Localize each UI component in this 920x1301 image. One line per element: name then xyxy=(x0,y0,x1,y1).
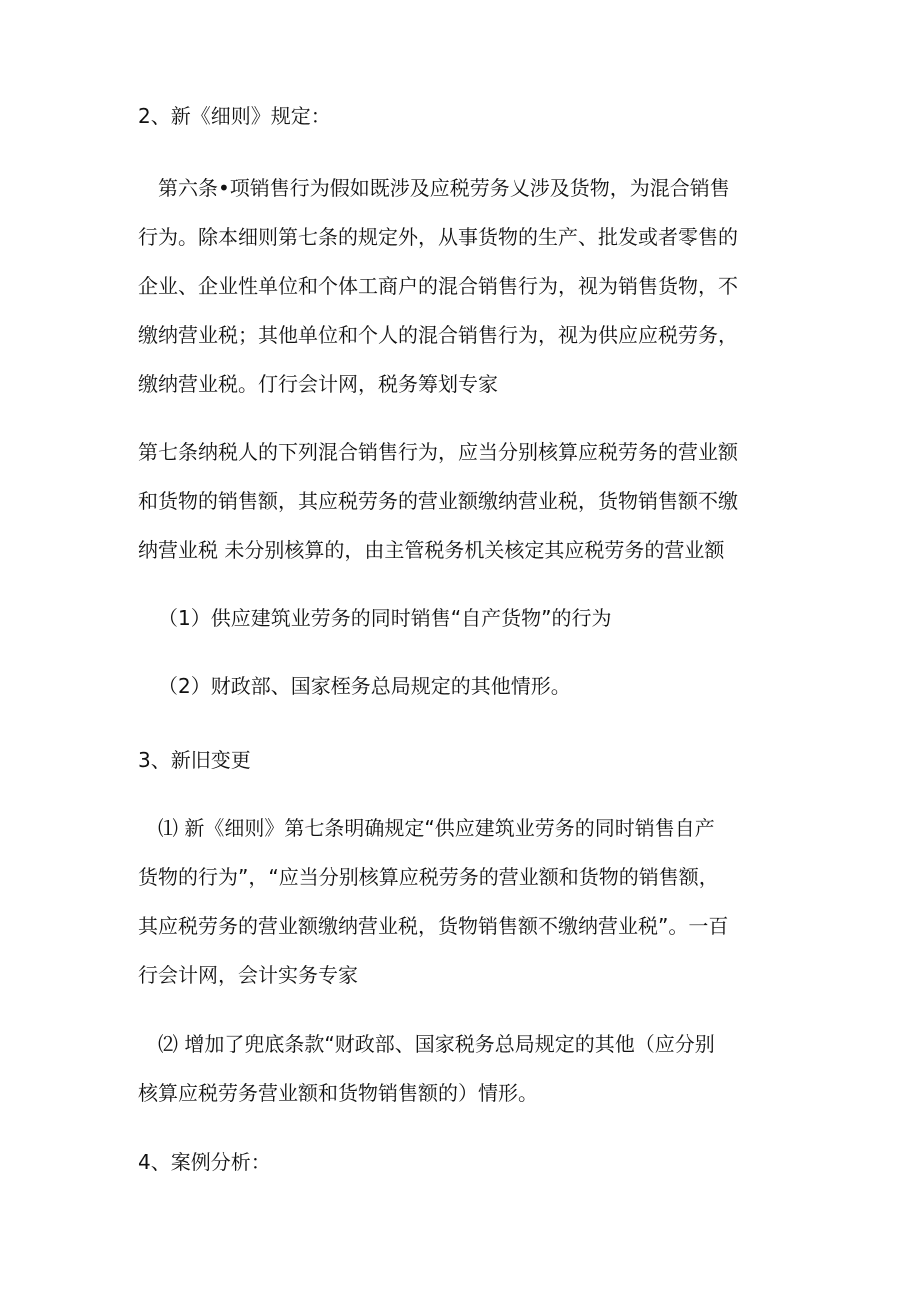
paragraph-line: ⑴ 新《细则》第七条明确规定“供应建筑业劳务的同时销售自产 xyxy=(158,816,715,840)
paragraph-line: 企业、企业性单位和个体工商户的混合销售行为，视为销售货物，不 xyxy=(138,274,738,298)
article-7-item-2: （2）财政部、国家桎务总局规定的其他情形。 xyxy=(158,674,571,698)
paragraph-line: 行会计网，会计实务专家 xyxy=(138,963,358,987)
article-7-item-1: （1）供应建筑业劳务的同时销售“自产货物”的行为 xyxy=(158,606,612,630)
article-6-paragraph xyxy=(138,164,786,409)
article-7-paragraph xyxy=(138,428,786,575)
section-heading-4: 4、案例分析： xyxy=(138,1150,271,1174)
change-1-paragraph xyxy=(138,804,786,1000)
section-heading-2: 2、新《细则》规定： xyxy=(138,104,331,128)
paragraph-line: 其应税劳务的营业额缴纳营业税，货物销售额不缴纳营业税”。一百 xyxy=(138,914,729,938)
change-2-paragraph xyxy=(138,1020,786,1118)
paragraph-line: 第六条•项销售行为假如既涉及应税劳务乂涉及货物，为混合销售 xyxy=(158,176,730,200)
section-heading-3: 3、新旧变更 xyxy=(138,748,251,772)
paragraph-line: 纳营业税 未分别核算的，由主管税务机关核定其应税劳务的营业额 xyxy=(138,538,725,562)
paragraph-line: 缴纳营业税。仃行会计网，税务筹划专家 xyxy=(138,372,498,396)
paragraph-line: 第七条纳税人的下列混合销售行为，应当分别核算应税劳务的营业额 xyxy=(138,440,738,464)
paragraph-line: 缴纳营业税；其他单位和个人的混合销售行为，视为供应应税劳务， xyxy=(138,323,738,347)
paragraph-line: 核算应税劳务营业额和货物销售额的）情形。 xyxy=(138,1081,538,1105)
paragraph-line: 和货物的销售额，其应税劳务的营业额缴纳营业税，货物销售额不缴 xyxy=(138,489,738,513)
paragraph-line: 货物的行为”，“应当分别核算应税劳务的营业额和货物的销售额， xyxy=(138,865,719,889)
paragraph-line: 行为。除本细则第七条的规定外，从事货物的生产、批发或者零售的 xyxy=(138,225,738,249)
paragraph-line: ⑵ 增加了兜底条款“财政部、国家税务总局规定的其他（应分别 xyxy=(158,1032,715,1056)
